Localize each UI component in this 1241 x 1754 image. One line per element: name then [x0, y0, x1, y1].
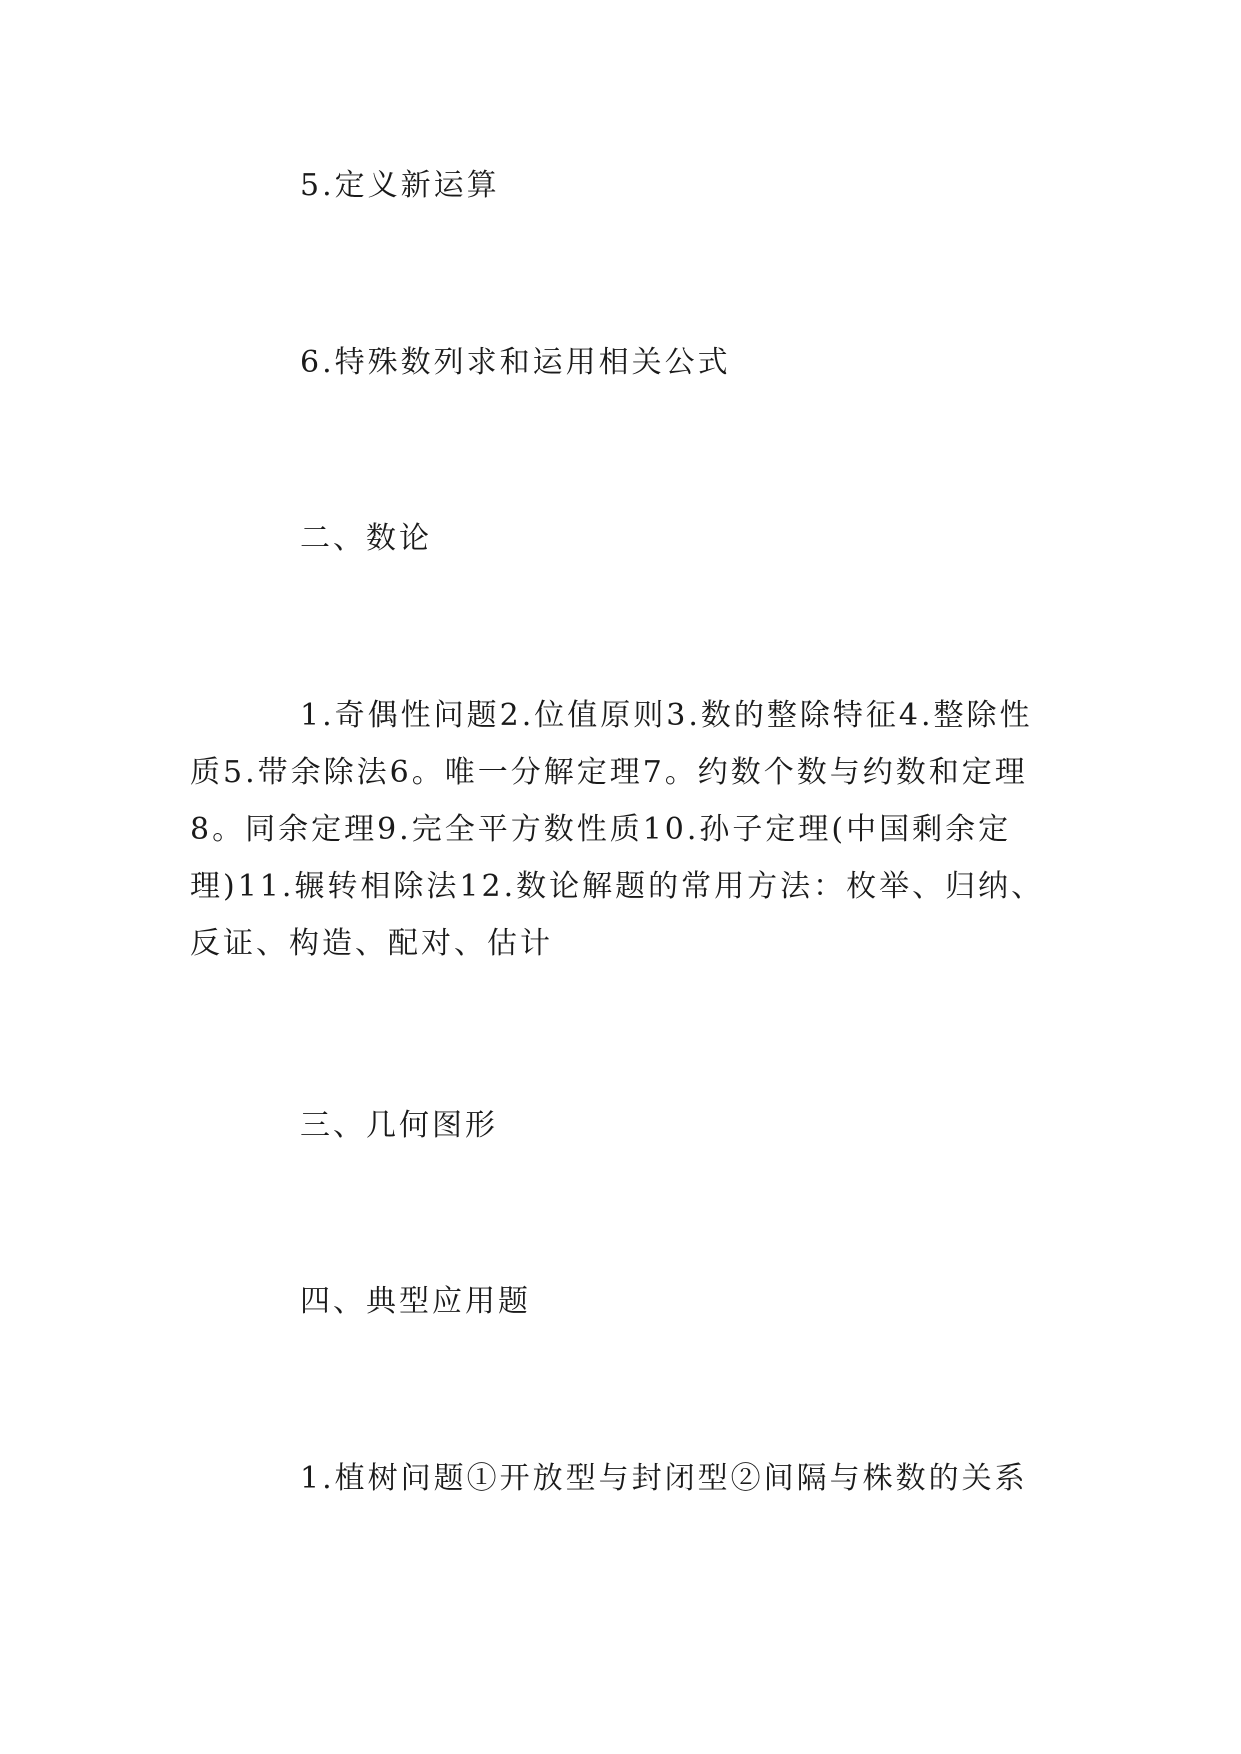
item-tree-planting-problem: 1.植树问题①开放型与封闭型②间隔与株数的关系 [300, 1461, 1028, 1496]
number-theory-topics-paragraph: 1.奇偶性问题2.位值原则3.数的整除特征4.整除性质5.带余除法6。唯一分解定理7。约数个数与约数和定理8。同余定理9.完全平方数性质10.孙子定理(中国剩余定理)11.辗转相除法12.数论解题的常用方法：枚举、归纳、反证、构造、配对、估计 [190, 698, 1045, 961]
section-heading-applied-problems: 四、典型应用题 [300, 1284, 531, 1319]
section-heading-geometry: 三、几何图形 [300, 1108, 498, 1143]
item-special-series-sum: 6.特殊数列求和运用相关公式 [300, 345, 731, 380]
section-heading-number-theory: 二、数论 [300, 521, 432, 556]
item-define-new-operation: 5.定义新运算 [300, 168, 500, 203]
